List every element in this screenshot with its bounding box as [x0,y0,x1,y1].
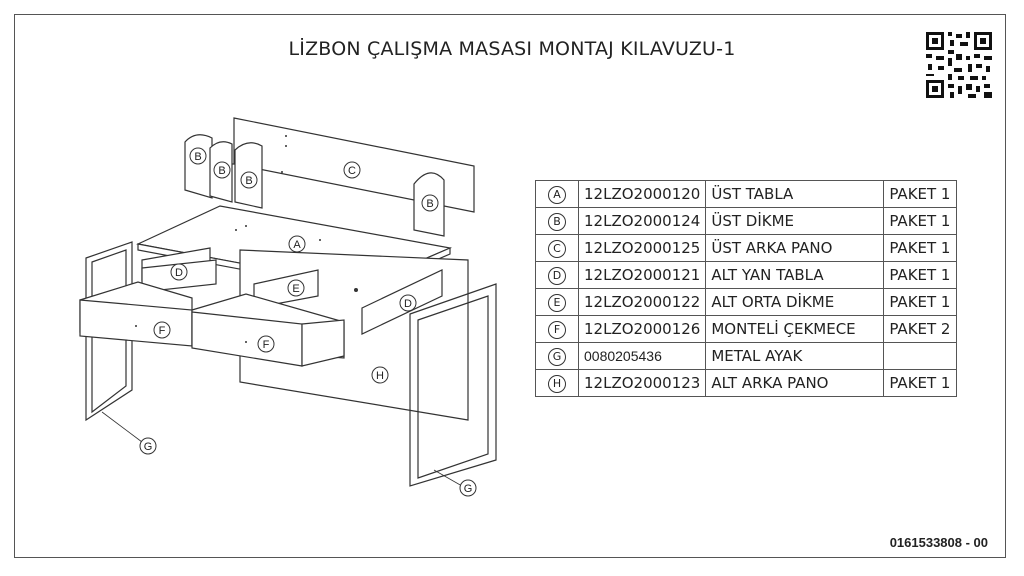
part-name: ALT ORTA DİKME [706,289,884,316]
part-b-upright-1 [185,135,212,198]
callout-g [460,480,476,496]
table-row [536,235,957,262]
part-package: PAKET 1 [884,181,957,208]
part-package: PAKET 1 [884,208,957,235]
callout-d [400,295,416,311]
svg-text:G: G [463,483,473,495]
parts-table [535,180,957,397]
svg-text:C: C [348,165,356,177]
svg-text:F: F [262,339,270,351]
svg-text:B: B [426,198,434,210]
svg-text:F: F [158,325,166,337]
page-title: LİZBON ÇALIŞMA MASASI MONTAJ KILAVUZU-1 [288,38,736,60]
svg-text:D: D [175,267,183,279]
part-letter: H [548,375,566,393]
part-package [884,343,957,370]
part-name: ÜST DİKME [706,208,884,235]
part-letter: A [548,186,566,204]
part-name: ALT YAN TABLA [706,262,884,289]
callout-b [214,162,230,178]
part-name: ÜST TABLA [706,181,884,208]
part-code: 12LZO2000124 [579,208,706,235]
part-name: METAL AYAK [706,343,884,370]
callout-b [422,195,438,211]
part-code: 12LZO2000122 [579,289,706,316]
table-row [536,262,957,289]
part-code: 12LZO2000123 [579,370,706,397]
part-code: 12LZO2000126 [579,316,706,343]
table-row [536,343,957,370]
part-name: MONTELİ ÇEKMECE [706,316,884,343]
part-package: PAKET 1 [884,289,957,316]
part-code: 12LZO2000121 [579,262,706,289]
table-row [536,289,957,316]
part-package: PAKET 1 [884,370,957,397]
callout-c [344,162,360,178]
part-code: 0080205436 [579,343,706,370]
part-letter: E [548,294,566,312]
svg-text:B: B [245,175,253,187]
part-package: PAKET 2 [884,316,957,343]
assembly-diagram [60,100,530,510]
callout-f [258,336,274,352]
qr-code-icon [924,30,994,100]
part-name: ALT ARKA PANO [706,370,884,397]
part-letter: F [548,321,566,339]
callout-e [288,280,304,296]
part-name: ÜST ARKA PANO [706,235,884,262]
svg-text:D: D [404,298,412,310]
svg-text:E: E [292,283,300,295]
part-package: PAKET 1 [884,262,957,289]
callout-a [289,236,305,252]
callout-d [171,264,187,280]
svg-text:G: G [143,441,153,453]
part-letter: C [548,240,566,258]
table-row [536,208,957,235]
svg-text:H: H [376,370,384,382]
callout-f [154,322,170,338]
part-package: PAKET 1 [884,235,957,262]
part-code: 12LZO2000120 [579,181,706,208]
table-row [536,316,957,343]
part-letter: B [548,213,566,231]
callout-b [241,172,257,188]
part-code: 12LZO2000125 [579,235,706,262]
callout-b [190,148,206,164]
svg-text:A: A [293,239,301,251]
svg-text:B: B [218,165,226,177]
part-letter: G [548,348,566,366]
document-number: 0161533808 - 00 [889,535,988,550]
table-row [536,181,957,208]
callout-h [372,367,388,383]
callout-g [140,438,156,454]
table-row [536,370,957,397]
svg-text:B: B [194,151,202,163]
part-letter: D [548,267,566,285]
